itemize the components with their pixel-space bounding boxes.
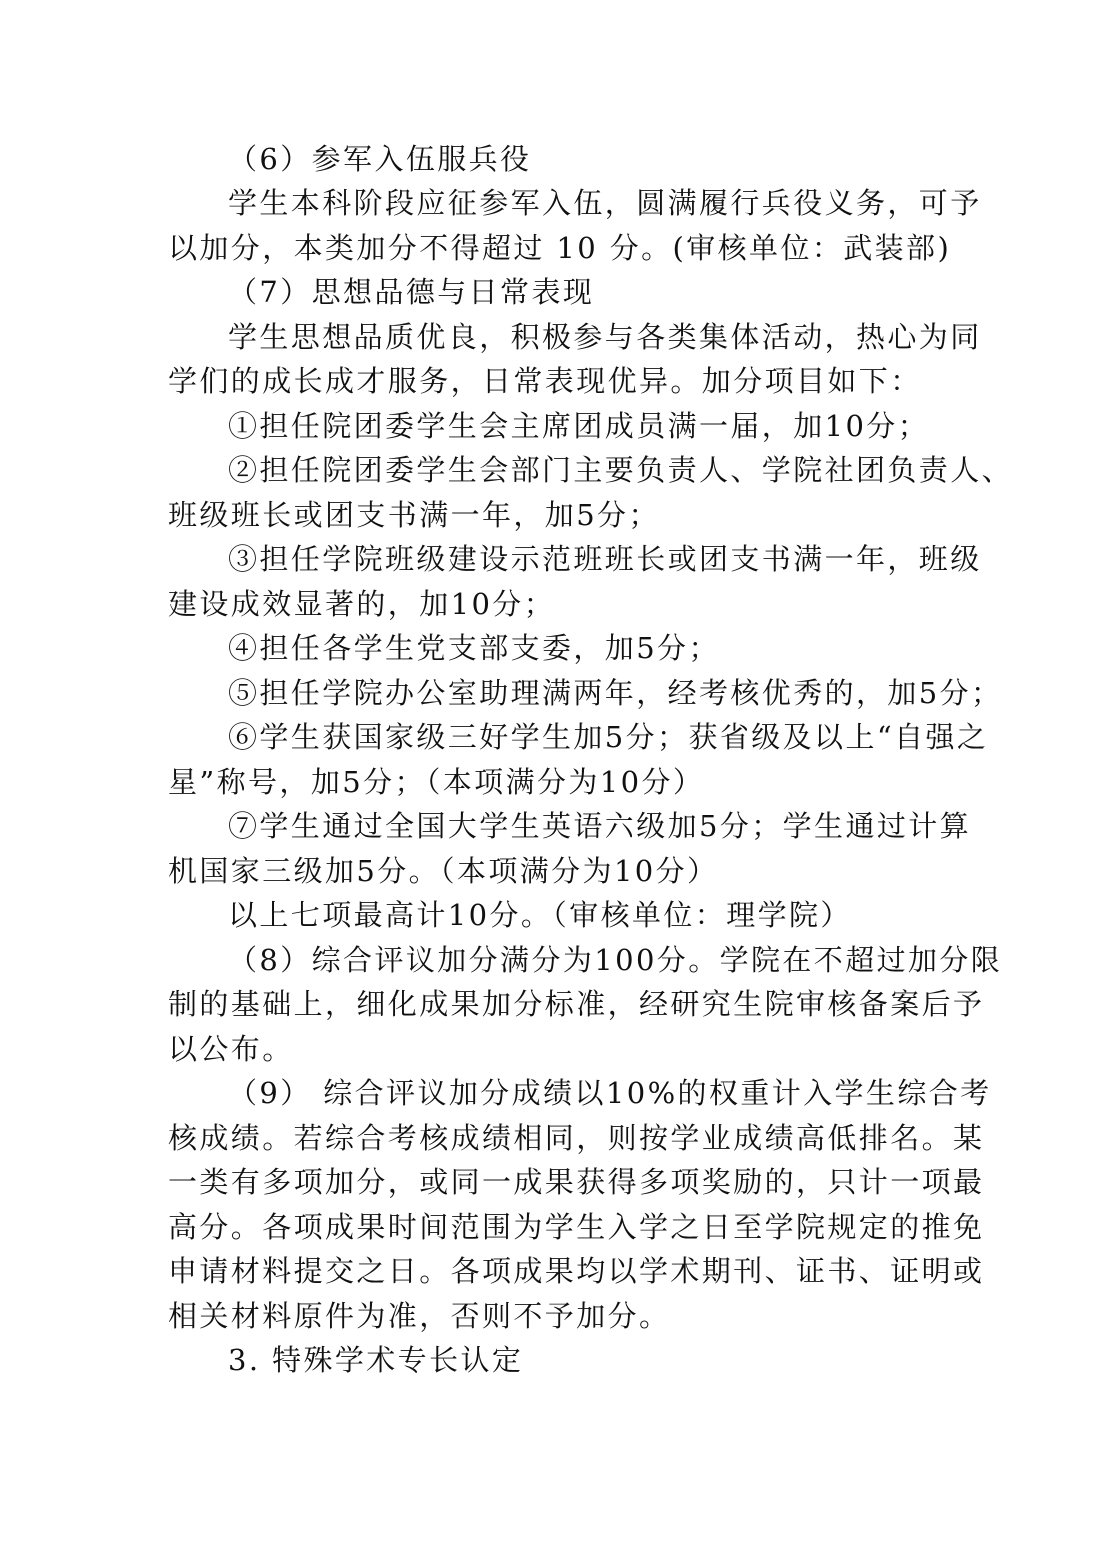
list-item: ③担任学院班级建设示范班班长或团支书满一年，班级 [228, 542, 982, 576]
list-item: ⑦学生通过全国大学生英语六级加5分；学生通过计算 [228, 809, 972, 843]
paragraph-line: 申请材料提交之日。各项成果均以学术期刊、证书、证明或 [168, 1254, 985, 1288]
paragraph-line: 相关材料原件为准，否则不予加分。 [168, 1299, 671, 1333]
paragraph-line: 学生本科阶段应征参军入伍，圆满履行兵役义务，可予 [228, 186, 982, 220]
paragraph-line: 核成绩。若综合考核成绩相同，则按学业成绩高低排名。某 [168, 1121, 985, 1155]
list-item-continuation: 星”称号，加5分；（本项满分为10分） [168, 765, 705, 799]
paragraph-line: 以加分，本类加分不得超过 10 分。(审核单位：武装部) [168, 231, 952, 265]
list-item-continuation: 机国家三级加5分。（本项满分为10分） [168, 854, 719, 888]
list-item: ⑤担任学院办公室助理满两年，经考核优秀的，加5分； [228, 676, 1003, 710]
paragraph-line: （8）综合评议加分满分为100分。学院在不超过加分限 [228, 943, 1003, 977]
paragraph-line: 以公布。 [168, 1032, 294, 1066]
heading-military-service: （6）参军入伍服兵役 [228, 142, 532, 176]
list-item-continuation: 建设成效显著的，加10分； [168, 587, 556, 621]
paragraph-line: （9） 综合评议加分成绩以10%的权重计入学生综合考 [228, 1076, 992, 1110]
paragraph-line: 制的基础上，细化成果加分标准，经研究生院审核备案后予 [168, 987, 985, 1021]
list-item-continuation: 班级班长或团支书满一年，加5分； [168, 498, 660, 532]
paragraph-line: 学生思想品质优良，积极参与各类集体活动，热心为同 [228, 320, 982, 354]
list-item: ⑥学生获国家级三好学生加5分；获省级及以上“自强之 [228, 720, 989, 754]
paragraph-line: 高分。各项成果时间范围为学生入学之日至学院规定的推免 [168, 1210, 985, 1244]
list-item: ④担任各学生党支部支委，加5分； [228, 631, 720, 665]
paragraph-line: 学们的成长成才服务，日常表现优异。加分项目如下： [168, 364, 922, 398]
heading-moral-conduct: （7）思想品德与日常表现 [228, 275, 595, 309]
section-heading: 3. 特殊学术专长认定 [228, 1343, 524, 1377]
paragraph-line: 一类有多项加分，或同一成果获得多项奖励的，只计一项最 [168, 1165, 985, 1199]
list-item: ②担任院团委学生会部门主要负责人、学院社团负责人、 [228, 453, 1014, 487]
list-item: ①担任院团委学生会主席团成员满一届，加10分； [228, 409, 930, 443]
summary-line: 以上七项最高计10分。（审核单位：理学院） [228, 898, 852, 932]
